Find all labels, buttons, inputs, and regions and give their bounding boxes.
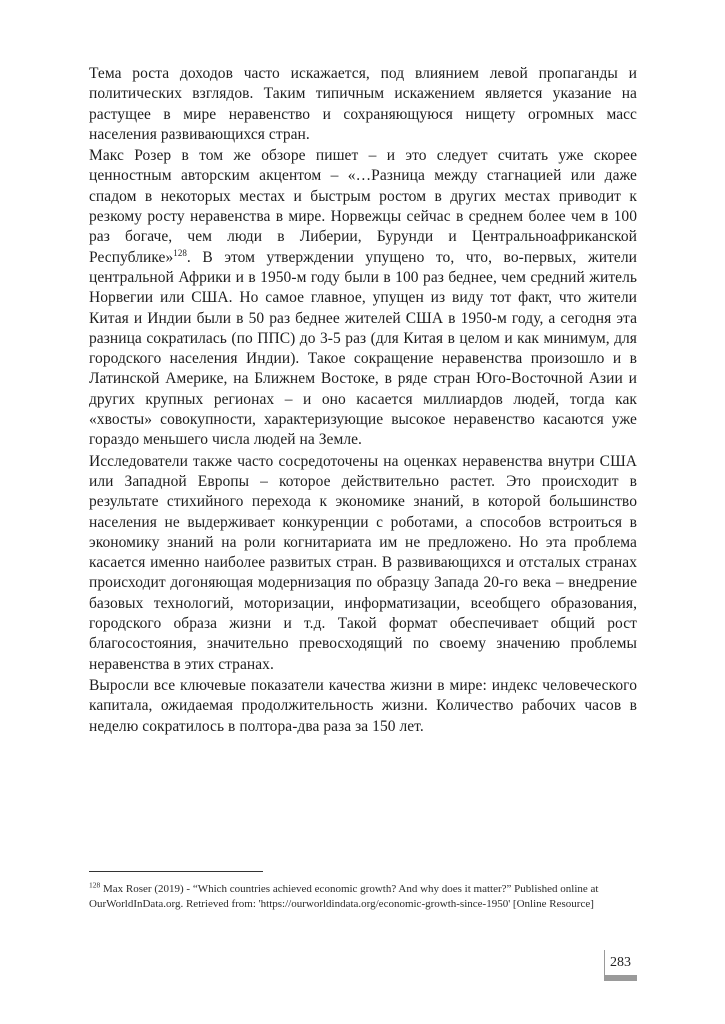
paragraph-quality-of-life: Выросли все ключевые показатели качества жизни в мире: индекс человеческого капитала, ожидаемая продолжительность жизни. Количество рабочих часов в неделю сократилось в полтора-два раза за 150 лет. (89, 676, 637, 735)
footnote-marker: 128 (89, 880, 101, 890)
paragraph-max-roser-part1: Макс Розер в том же обзоре пишет – и это следует считать уже скорее ценностным авторским акцентом – «…Разница между стагнацией или даже спадом в некоторых местах и быстрым ростом в других местах приводит к резкому росту неравенства в мире. Норвежцы сейчас в среднем более чем в 100 раз богаче, чем люди в Либерии, Бурунди и Центральноафриканской Республике» (89, 147, 637, 266)
footnote (89, 882, 637, 913)
page-number: 283 (610, 955, 631, 970)
paragraph-income-growth: Тема роста доходов часто искажается, под влиянием левой пропаганды и политических взглядов. Таким типичным искажением является указание на растущее в мире неравенство и сохраняющуюся нищету огромных масс населения развивающихся стран. (89, 65, 637, 143)
footnote-reference: 128 (173, 247, 187, 258)
paragraph-max-roser-part2: . В этом утверждении упущено то, что, во-первых, жители центральной Африки и в 1950-м году были в 100 раз беднее, чем средний житель Норвегии или США. Но самое главное, упущен из виду тот факт, что жители Китая и Индии были в 50 раз беднее жителей США в 1950-м году, а сегодня эта разница сократилась (по ППС) до 3-5 раз (для Китая в целом и как минимум, для городского населения Индии). Такое сокращение неравенства произошло и в Латинской Америке, на Ближнем Востоке, в ряде стран Юго-Восточной Азии и других крупных регионах – и оно касается миллиардов людей, тогда как «хвосты» совокупности, характеризующие высокое неравенство касаются уже гораздо меньшего числа людей на Земле. (89, 248, 637, 449)
page-number-bar (604, 975, 637, 981)
footnote-divider (89, 871, 263, 872)
footnote-text: Max Roser (2019) - “Which countries achieved economic growth? And why does it matter?” Published online at OurWorldInData.org. Retrieved from: 'https://ourworldindata.org/economic-growth-since-1950' [Online Resource] (89, 883, 599, 911)
main-text (89, 64, 637, 738)
paragraph-researchers: Исследователи также часто сосредоточены на оценках неравенства внутри США или Западной Европы – которое действительно растет. Это происходит в результате стихийного перехода к экономике знаний, в которой большинство населения не выдерживает конкуренции с роботами, а способов встроиться в экономику знаний на роли когнитариата им не предложено. Но эта проблема касается именно наиболее развитых стран. В развивающихся и отсталых странах происходит догоняющая модернизация по образцу Запада 20-го века – внедрение базовых технологий, моторизации, информатизации, всеобщего образования, городского образа жизни и т.д. Такой формат обеспечивает общий рост благосостояния, значительно превосходящий по своему значению проблемы неравенства в этих странах. (89, 452, 637, 673)
paragraph-max-roser (89, 146, 637, 450)
